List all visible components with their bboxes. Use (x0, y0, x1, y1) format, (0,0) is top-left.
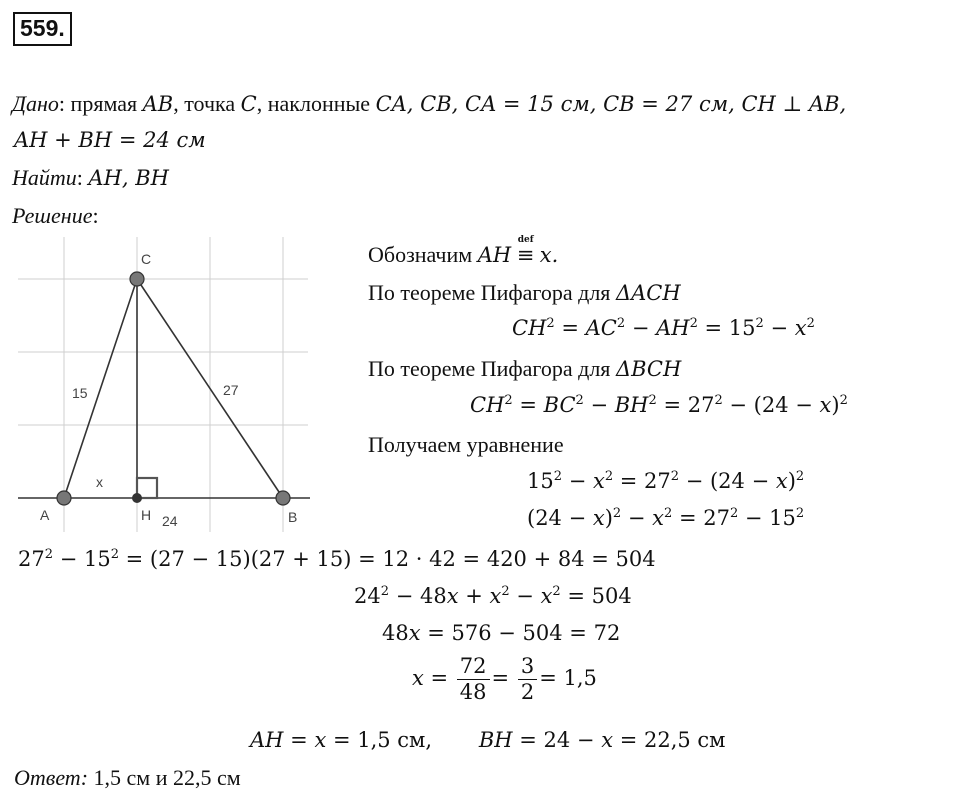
step-denote (368, 235, 559, 267)
def-label: def (517, 235, 534, 245)
label-h: H (141, 507, 152, 523)
step-pythagoras-ach (368, 282, 681, 304)
label-a: A (40, 507, 50, 523)
given-conditions: CA, CB, CA = 15 см, CB = 27 см, CH ⊥ AB, (375, 92, 847, 116)
find-label: Найти (12, 165, 77, 190)
given-label: Дано (12, 91, 59, 116)
given-line-2: AH + BH = 24 см (14, 128, 206, 152)
point-b (276, 491, 290, 505)
label-b: B (288, 509, 298, 525)
given-line-text: прямая (70, 91, 138, 116)
def-equal-symbol: ≡ def (516, 235, 535, 267)
label-side-ca: 15 (72, 385, 88, 401)
grid-lines (18, 237, 308, 532)
pyth-bch-text: По теореме Пифагора для (368, 356, 611, 381)
step-pythagoras-bch (368, 358, 681, 380)
eq-x-fraction: x = $\frac{72}{48}$ = $\frac{3}{2}$ = 1,5 (412, 654, 597, 704)
eq-rearranged: $(24 - x)^2 - x^2 = 27^2 - 15^2$ (527, 506, 805, 530)
point-c (130, 272, 144, 286)
problem-number: 559. (13, 12, 72, 46)
solution-label-line: Решение: (12, 203, 99, 228)
pyth-bch-triangle: ΔBCH (615, 357, 682, 381)
denote-left: AH (477, 243, 512, 267)
eq-expanded: $24^2 - 48x + x^2 - x^2 = 504$ (354, 584, 632, 608)
given-line-ab: AB (142, 92, 174, 116)
eq-ch-squared-2: $CH^2 = BC^2 - BH^2 = 27^2 - (24 - x)^2$ (470, 393, 848, 417)
point-a (57, 491, 71, 505)
given-inclined-text: наклонные (267, 91, 371, 116)
eq-48x: 48x = 576 − 504 = 72 (382, 621, 621, 645)
solution-label: Решение (12, 203, 93, 228)
answer-line (14, 767, 241, 789)
fraction-72-48: $\frac{72}{48}$ (457, 656, 490, 703)
given-point-c: C (240, 92, 257, 116)
triangle-diagram (18, 237, 318, 537)
fraction-3-2: $\frac{3}{2}$ (518, 656, 537, 703)
given-point-text: точка (184, 91, 236, 116)
find-line: Найти: AH, BH (12, 165, 169, 190)
answer-label: Ответ: (14, 765, 89, 790)
eq-main: $15^2 - x^2 = 27^2 - (24 - x)^2$ (527, 469, 805, 493)
eq-ch-squared-1: $CH^2 = AC^2 - AH^2 = 15^2 - x^2$ (512, 316, 815, 340)
label-segment-ah: x (96, 474, 103, 490)
point-h (132, 493, 142, 503)
step-get-equation: Получаем уравнение (368, 432, 564, 457)
label-c: C (141, 251, 152, 267)
pyth-ach-triangle: ΔACH (615, 281, 681, 305)
label-segment-ab: 24 (162, 513, 178, 529)
find-math: AH, BH (88, 166, 169, 190)
given-line-1: Дано: прямая AB, точка C, наклонные CA, CB, CA = 15 см, CB = 27 см, CH ⊥ AB, (12, 91, 847, 116)
answer-text: 1,5 см и 22,5 см (93, 765, 241, 790)
eq-results: AH = x = 1,5 см, BH = 24 − x = 22,5 см (250, 728, 726, 752)
label-side-cb: 27 (223, 382, 239, 398)
denote-text: Обозначим (368, 242, 473, 267)
pyth-ach-text: По теореме Пифагора для (368, 280, 611, 305)
denote-right: x. (539, 243, 559, 267)
eq-difference: $27^2 - 15^2 = (27 - 15)(27 + 15) = 12 \cdot 42 = 420 + 84 = 504$ (18, 547, 656, 571)
